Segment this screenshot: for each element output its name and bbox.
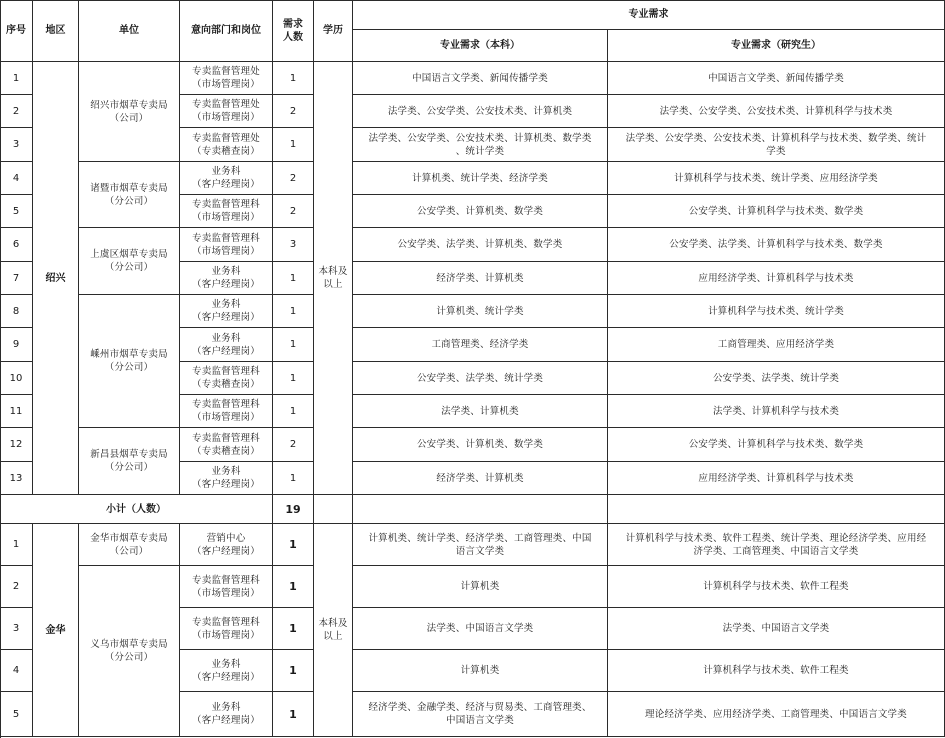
row-number: 5 xyxy=(0,195,33,228)
row-number: 1 xyxy=(0,62,33,95)
major-bachelor: 计算机类、统计学类、经济学类、工商管理类、中国 语言文学类 xyxy=(353,524,608,566)
header-major: 专业需求 xyxy=(353,0,945,30)
dept-position: 专卖监督管理科 （市场管理岗） xyxy=(180,395,273,428)
row-number: 2 xyxy=(0,95,33,128)
major-master: 法学类、公安学类、公安技术类、计算机科学与技术类、数学类、统计 学类 xyxy=(608,128,945,162)
major-master: 公安学类、法学类、计算机科学与技术类、数学类 xyxy=(608,228,945,262)
row-number: 9 xyxy=(0,328,33,362)
demand-count: 1 xyxy=(273,295,314,328)
row-number: 10 xyxy=(0,362,33,395)
subtotal-label: 小计（人数） xyxy=(0,495,273,524)
row-number: 12 xyxy=(0,428,33,462)
region-name: 金华 xyxy=(33,524,79,737)
row-number: 6 xyxy=(0,228,33,262)
demand-count: 1 xyxy=(273,692,314,737)
demand-count: 1 xyxy=(273,608,314,650)
subtotal-master-blank xyxy=(608,495,945,524)
header-no: 序号 xyxy=(0,0,33,62)
demand-count: 2 xyxy=(273,162,314,195)
demand-count: 2 xyxy=(273,95,314,128)
header-count: 需求 人数 xyxy=(273,0,314,62)
unit-name: 上虞区烟草专卖局 （分公司） xyxy=(79,228,180,295)
dept-position: 专卖监督管理科 （市场管理岗） xyxy=(180,566,273,608)
education-requirement: 本科及 以上 xyxy=(314,524,353,737)
demand-count: 1 xyxy=(273,650,314,692)
demand-count: 1 xyxy=(273,62,314,95)
row-number: 7 xyxy=(0,262,33,295)
dept-position: 专卖监督管理处 （市场管理岗） xyxy=(180,95,273,128)
demand-count: 1 xyxy=(273,395,314,428)
demand-count: 1 xyxy=(273,362,314,395)
header-education: 学历 xyxy=(314,0,353,62)
subtotal-bachelor-blank xyxy=(353,495,608,524)
demand-count: 1 xyxy=(273,128,314,162)
dept-position: 专卖监督管理科 （市场管理岗） xyxy=(180,195,273,228)
major-master: 应用经济学类、计算机科学与技术类 xyxy=(608,462,945,495)
education-requirement: 本科及 以上 xyxy=(314,62,353,495)
unit-name: 诸暨市烟草专卖局 （分公司） xyxy=(79,162,180,228)
major-master: 中国语言文学类、新闻传播学类 xyxy=(608,62,945,95)
major-master: 计算机科学与技术类、统计学类 xyxy=(608,295,945,328)
major-master: 公安学类、法学类、统计学类 xyxy=(608,362,945,395)
row-number: 13 xyxy=(0,462,33,495)
dept-position: 业务科 （客户经理岗） xyxy=(180,650,273,692)
major-master: 工商管理类、应用经济学类 xyxy=(608,328,945,362)
demand-count: 2 xyxy=(273,428,314,462)
major-master: 法学类、中国语言文学类 xyxy=(608,608,945,650)
major-bachelor: 计算机类、统计学类、经济学类 xyxy=(353,162,608,195)
major-bachelor: 公安学类、计算机类、数学类 xyxy=(353,195,608,228)
row-number: 2 xyxy=(0,566,33,608)
subtotal-count: 19 xyxy=(273,495,314,524)
row-number: 3 xyxy=(0,608,33,650)
unit-name: 金华市烟草专卖局 （公司） xyxy=(79,524,180,566)
major-bachelor: 中国语言文学类、新闻传播学类 xyxy=(353,62,608,95)
header-unit: 单位 xyxy=(79,0,180,62)
demand-count: 1 xyxy=(273,328,314,362)
demand-count: 2 xyxy=(273,195,314,228)
dept-position: 专卖监督管理科 （市场管理岗） xyxy=(180,228,273,262)
dept-position: 专卖监督管理科 （专卖稽查岗） xyxy=(180,428,273,462)
unit-name: 绍兴市烟草专卖局 （公司） xyxy=(79,62,180,162)
unit-name: 义乌市烟草专卖局 （分公司） xyxy=(79,566,180,737)
major-bachelor: 法学类、公安学类、公安技术类、计算机类、数学类 、统计学类 xyxy=(353,128,608,162)
major-master: 计算机科学与技术类、软件工程类、统计学类、理论经济学类、应用经 济学类、工商管理类、中国语言文学类 xyxy=(608,524,945,566)
major-master: 公安学类、计算机科学与技术类、数学类 xyxy=(608,428,945,462)
major-master: 法学类、公安学类、公安技术类、计算机科学与技术类 xyxy=(608,95,945,128)
major-bachelor: 计算机类、统计学类 xyxy=(353,295,608,328)
demand-count: 1 xyxy=(273,566,314,608)
dept-position: 专卖监督管理处 （专卖稽查岗） xyxy=(180,128,273,162)
dept-position: 专卖监督管理处 （市场管理岗） xyxy=(180,62,273,95)
row-number: 3 xyxy=(0,128,33,162)
dept-position: 业务科 （客户经理岗） xyxy=(180,328,273,362)
header-region: 地区 xyxy=(33,0,79,62)
major-bachelor: 经济学类、计算机类 xyxy=(353,262,608,295)
demand-count: 3 xyxy=(273,228,314,262)
major-master: 应用经济学类、计算机科学与技术类 xyxy=(608,262,945,295)
demand-count: 1 xyxy=(273,524,314,566)
subtotal-education-blank xyxy=(314,495,353,524)
major-bachelor: 法学类、中国语言文学类 xyxy=(353,608,608,650)
row-number: 4 xyxy=(0,650,33,692)
row-number: 4 xyxy=(0,162,33,195)
major-bachelor: 计算机类 xyxy=(353,566,608,608)
row-number: 5 xyxy=(0,692,33,737)
dept-position: 业务科 （客户经理岗） xyxy=(180,692,273,737)
major-bachelor: 法学类、计算机类 xyxy=(353,395,608,428)
major-bachelor: 公安学类、计算机类、数学类 xyxy=(353,428,608,462)
dept-position: 专卖监督管理科 （市场管理岗） xyxy=(180,608,273,650)
dept-position: 业务科 （客户经理岗） xyxy=(180,162,273,195)
major-master: 计算机科学与技术类、软件工程类 xyxy=(608,566,945,608)
dept-position: 业务科 （客户经理岗） xyxy=(180,295,273,328)
header-major-bachelor: 专业需求（本科） xyxy=(353,30,608,62)
unit-name: 嵊州市烟草专卖局 （分公司） xyxy=(79,295,180,428)
major-master: 法学类、计算机科学与技术类 xyxy=(608,395,945,428)
major-bachelor: 经济学类、计算机类 xyxy=(353,462,608,495)
major-master: 计算机科学与技术类、软件工程类 xyxy=(608,650,945,692)
header-major-master: 专业需求（研究生） xyxy=(608,30,945,62)
demand-count: 1 xyxy=(273,262,314,295)
demand-count: 1 xyxy=(273,462,314,495)
row-number: 1 xyxy=(0,524,33,566)
major-master: 理论经济学类、应用经济学类、工商管理类、中国语言文学类 xyxy=(608,692,945,737)
major-bachelor: 计算机类 xyxy=(353,650,608,692)
row-number: 11 xyxy=(0,395,33,428)
major-master: 公安学类、计算机科学与技术类、数学类 xyxy=(608,195,945,228)
dept-position: 营销中心 （客户经理岗） xyxy=(180,524,273,566)
unit-name: 新昌县烟草专卖局 （分公司） xyxy=(79,428,180,495)
dept-position: 专卖监督管理科 （专卖稽查岗） xyxy=(180,362,273,395)
region-name: 绍兴 xyxy=(33,62,79,495)
major-bachelor: 公安学类、法学类、计算机类、数学类 xyxy=(353,228,608,262)
major-bachelor: 公安学类、法学类、统计学类 xyxy=(353,362,608,395)
major-bachelor: 经济学类、金融学类、经济与贸易类、工商管理类、 中国语言文学类 xyxy=(353,692,608,737)
major-bachelor: 法学类、公安学类、公安技术类、计算机类 xyxy=(353,95,608,128)
dept-position: 业务科 （客户经理岗） xyxy=(180,462,273,495)
row-number: 8 xyxy=(0,295,33,328)
dept-position: 业务科 （客户经理岗） xyxy=(180,262,273,295)
major-bachelor: 工商管理类、经济学类 xyxy=(353,328,608,362)
major-master: 计算机科学与技术类、统计学类、应用经济学类 xyxy=(608,162,945,195)
header-dept: 意向部门和岗位 xyxy=(180,0,273,62)
